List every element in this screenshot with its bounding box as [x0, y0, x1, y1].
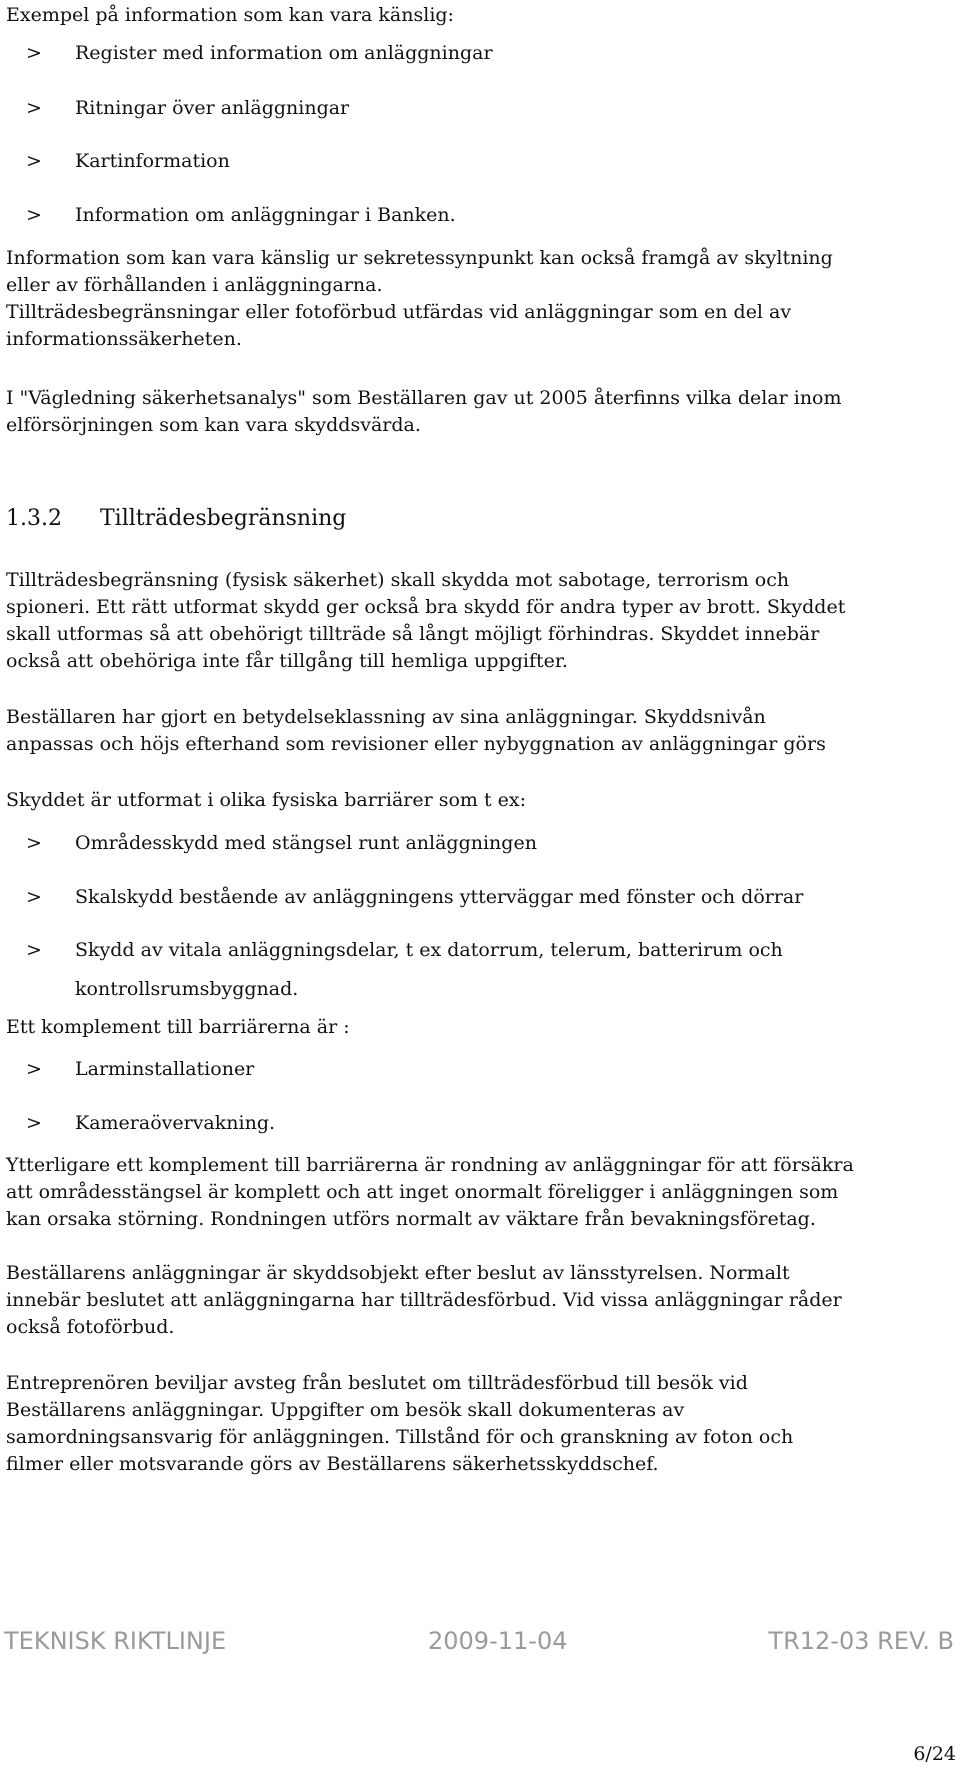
list-arrow: > — [26, 886, 42, 908]
list-arrow: > — [26, 97, 42, 119]
list-arrow: > — [26, 939, 42, 961]
paragraph-line: eller av förhållanden i anläggningarna. — [6, 274, 383, 296]
paragraph-line: innebär beslutet att anläggningarna har tillträdesförbud. Vid vissa anläggningar råder — [6, 1289, 842, 1311]
list-item: Områdesskydd med stängsel runt anläggningen — [75, 832, 537, 854]
list-item: Larminstallationer — [75, 1058, 255, 1080]
list-arrow: > — [26, 150, 42, 172]
paragraph-line: Tillträdesbegränsningar eller fotoförbud utfärdas vid anläggningar som en del av — [6, 301, 792, 323]
list-item: Skydd av vitala anläggningsdelar, t ex datorrum, telerum, batterirum och — [75, 939, 783, 961]
intro-lead: Exempel på information som kan vara känslig: — [6, 4, 454, 26]
paragraph-line: elförsörjningen som kan vara skyddsvärda. — [6, 414, 421, 436]
list-item: Kartinformation — [75, 150, 230, 172]
paragraph-line: kan orsaka störning. Rondningen utförs normalt av väktare från bevakningsföretag. — [6, 1208, 816, 1230]
paragraph-line: Information som kan vara känslig ur sekretessynpunkt kan också framgå av skyltning — [6, 247, 833, 269]
paragraph-line: Tillträdesbegränsning (fysisk säkerhet) skall skydda mot sabotage, terrorism och — [6, 569, 790, 591]
barriers-lead: Skyddet är utformat i olika fysiska barriärer som t ex: — [6, 789, 527, 811]
paragraph-line: att områdesstängsel är komplett och att inget onormalt föreligger i anläggningen som — [6, 1181, 839, 1203]
list-arrow: > — [26, 1058, 42, 1080]
paragraph-line: Ytterligare ett komplement till barriärerna är rondning av anläggningar för att försäkra — [6, 1154, 854, 1176]
list-item: Ritningar över anläggningar — [75, 97, 350, 119]
complement-lead: Ett komplement till barriärerna är : — [6, 1016, 350, 1038]
footer-doc-type: TEKNISK RIKTLINJE — [4, 1627, 227, 1655]
list-arrow: > — [26, 42, 42, 64]
section-title: Tillträdesbegränsning — [100, 506, 347, 531]
paragraph-line: också fotoförbud. — [6, 1316, 175, 1338]
paragraph-line: Beställarens anläggningar. Uppgifter om besök skall dokumenteras av — [6, 1399, 685, 1421]
paragraph-line: skall utformas så att obehörigt tillträde så långt möjligt förhindras. Skyddet innebär — [6, 623, 820, 645]
list-arrow: > — [26, 832, 42, 854]
paragraph-line: I "Vägledning säkerhetsanalys" som Beställaren gav ut 2005 återfinns vilka delar inom — [6, 387, 842, 409]
paragraph-line: Beställaren har gjort en betydelseklassning av sina anläggningar. Skyddsnivån — [6, 706, 766, 728]
paragraph-line: samordningsansvarig för anläggningen. Tillstånd för och granskning av foton och — [6, 1426, 794, 1448]
section-number: 1.3.2 — [6, 506, 62, 531]
paragraph-line: filmer eller motsvarande görs av Beställarens säkerhetsskyddschef. — [6, 1453, 659, 1475]
paragraph-line: Beställarens anläggningar är skyddsobjekt efter beslut av länsstyrelsen. Normalt — [6, 1262, 790, 1284]
footer-doc-id: TR12-03 REV. B — [768, 1627, 954, 1655]
paragraph-line: informationssäkerheten. — [6, 328, 242, 350]
list-item-continuation: kontrollsrumsbyggnad. — [75, 978, 299, 1000]
paragraph-line: Entreprenören beviljar avsteg från beslutet om tillträdesförbud till besök vid — [6, 1372, 748, 1394]
paragraph-line: också att obehöriga inte får tillgång till hemliga uppgifter. — [6, 650, 568, 672]
page-number: 6/24 — [913, 1743, 956, 1765]
paragraph-line: anpassas och höjs efterhand som revisioner eller nybyggnation av anläggningar görs — [6, 733, 826, 755]
footer-date: 2009-11-04 — [428, 1627, 568, 1655]
list-item: Kameraövervakning. — [75, 1112, 276, 1134]
paragraph-line: spioneri. Ett rätt utformat skydd ger också bra skydd för andra typer av brott. Skyddet — [6, 596, 846, 618]
list-item: Information om anläggningar i Banken. — [75, 204, 456, 226]
list-arrow: > — [26, 204, 42, 226]
list-arrow: > — [26, 1112, 42, 1134]
list-item: Register med information om anläggningar — [75, 42, 493, 64]
list-item: Skalskydd bestående av anläggningens ytterväggar med fönster och dörrar — [75, 886, 804, 908]
